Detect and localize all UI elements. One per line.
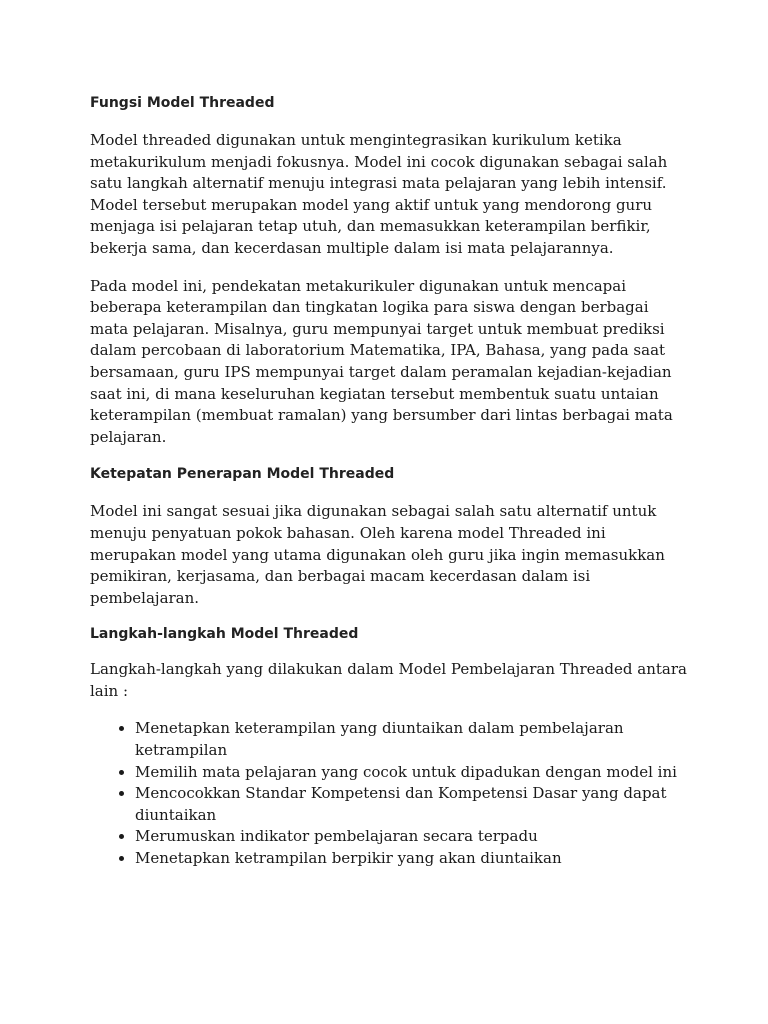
steps-list (90, 718, 690, 869)
paragraph-fungsi: Model threaded digunakan untuk mengintegrasikan kurikulum ketika metakurikulum menjadi fokusnya. Model ini cocok digunakan sebagai salah satu langkah alternatif menuju integrasi mata pelajaran yang lebih intensif. Model tersebut merupakan model yang aktif untuk yang mendorong guru menjaga isi pelajaran tetap utuh, dan memasukkan keterampilan berfikir, bekerja sama, dan kecerdasan multiple dalam isi mata pelajarannya. (90, 131, 668, 257)
section-heading-fungsi: Fungsi Model Threaded (90, 95, 275, 111)
paragraph-langkah-intro: Langkah-langkah yang dilakukan dalam Model Pembelajaran Threaded antara lain : (90, 660, 687, 700)
paragraph-ketepatan: Model ini sangat sesuai jika digunakan sebagai salah satu alternatif untuk menuju penyatuan pokok bahasan. Oleh karena model Threaded ini merupakan model yang utama digunakan oleh guru jika ingin memasukkan pemikiran, kerjasama, dan berbagai macam kecerdasan dalam isi pembelajaran. (90, 502, 665, 607)
document-page (90, 93, 690, 870)
list-item: • Merumuskan indikator pembelajaran secara terpadu (135, 826, 690, 848)
list-item: • Mencocokkan Standar Kompetensi dan Kompetensi Dasar yang dapat diuntaikan (135, 783, 690, 826)
list-item: • Menetapkan keterampilan yang diuntaikan dalam pembelajaran ketrampilan (135, 718, 690, 761)
paragraph-metakurikuler: Pada model ini, pendekatan metakurikuler digunakan untuk mencapai beberapa keterampilan dan tingkatan logika para siswa dengan berbagai mata pelajaran. Misalnya, guru mempunyai target untuk membuat prediksi dalam percobaan di laboratorium Matematika, IPA, Bahasa, yang pada saat bersamaan, guru IPS mempunyai target dalam peramalan kejadian-kejadian saat ini, di mana keseluruhan kegiatan tersebut membentuk suatu untaian keterampilan (membuat ramalan) yang bersumber dari lintas berbagai mata pelajaran. (90, 276, 673, 446)
section-heading-ketepatan: Ketepatan Penerapan Model Threaded (90, 466, 395, 483)
list-item: • Memilih mata pelajaran yang cocok untuk dipadukan dengan model ini (135, 762, 690, 784)
section-heading-langkah: Langkah-langkah Model Threaded (90, 626, 359, 643)
list-item: • Menetapkan ketrampilan berpikir yang akan diuntaikan (135, 848, 690, 870)
